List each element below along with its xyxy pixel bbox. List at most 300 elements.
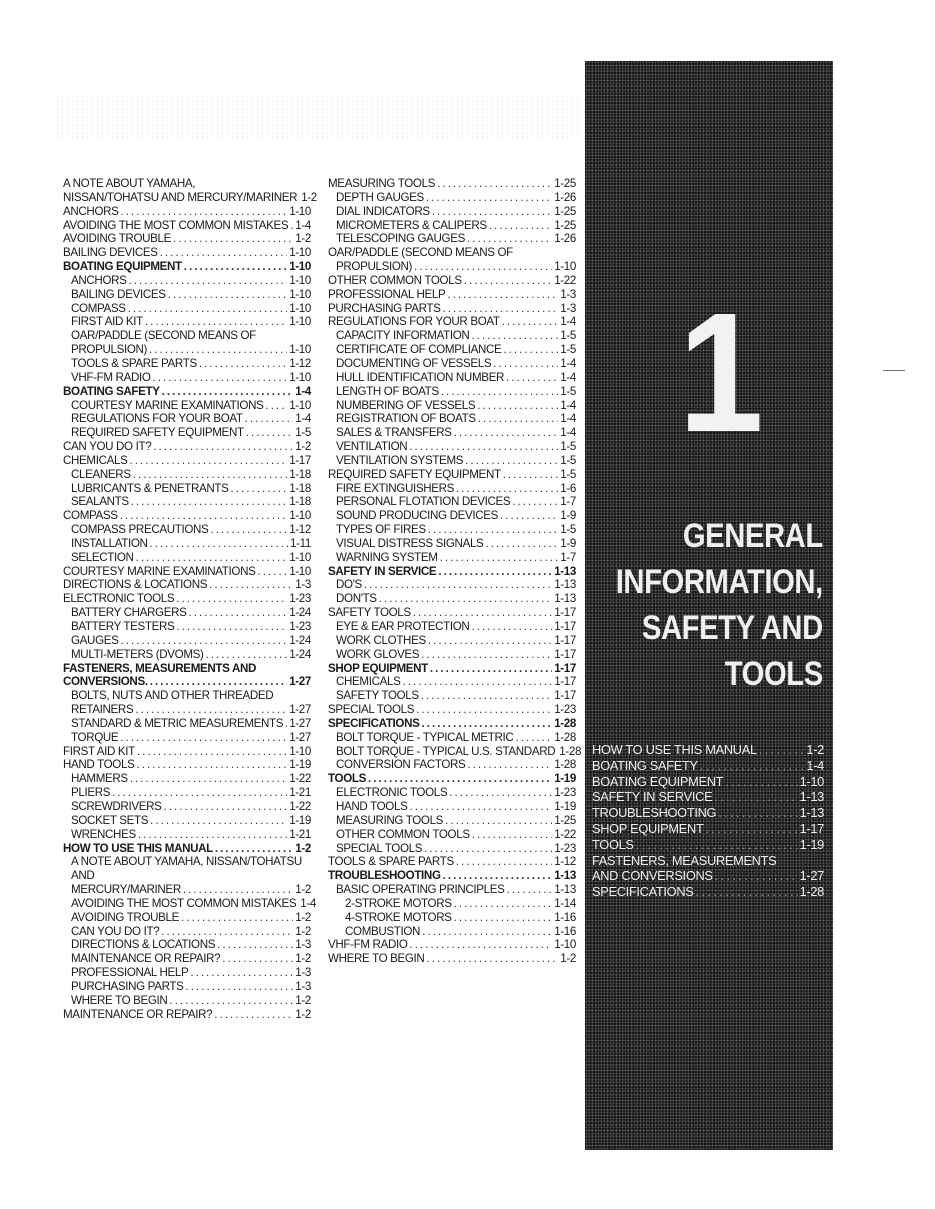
entry-label: PROFESSIONAL HELP [71,966,189,980]
index-entry[interactable] [328,454,576,468]
dot-leader [424,842,552,856]
index-entry[interactable] [328,897,576,911]
dot-leader [136,551,288,565]
index-entry[interactable] [592,853,824,869]
dot-leader [471,620,552,634]
entry-label: VENTILATION SYSTEMS [336,453,464,467]
chapter-title-line: GENERAL [683,517,823,555]
page-number: 1-28 [554,758,576,772]
dot-leader [421,648,552,662]
index-column-left [63,177,317,1021]
dot-leader [153,371,288,385]
index-entry[interactable] [63,606,311,620]
page-number: 1-27 [289,716,311,730]
index-entry[interactable] [63,426,311,440]
index-entry[interactable] [328,329,576,343]
index-entry[interactable] [328,634,576,648]
chapter-contents [592,742,824,900]
dot-leader [426,191,552,205]
page-number: 1-25 [554,813,576,827]
index-entry[interactable] [63,814,311,828]
index-entry[interactable] [328,731,576,745]
entry-label: SOUND PRODUCING DEVICES [336,509,499,523]
entry-label: CAPACITY INFORMATION [336,329,470,343]
index-entry[interactable] [63,440,311,454]
index-entry[interactable] [63,329,311,343]
entry-label: A NOTE ABOUT YAMAHA, NISSAN/TOHATSU [71,855,302,869]
dot-leader [759,742,805,758]
entry-label: NISSAN/TOHATSU AND MERCURY/MARINER [63,190,298,204]
index-entry[interactable] [63,246,311,260]
page-number: 1-23 [554,786,576,800]
entry-label: SHOP EQUIPMENT [328,661,428,675]
entry-label: DON'TS [336,592,377,606]
entry-label: SPECIFICATIONS [592,884,694,900]
index-entry[interactable] [328,786,576,800]
index-entry[interactable] [328,426,576,440]
page-number: 1-3 [560,301,576,315]
index-entry[interactable] [328,177,576,191]
dot-leader [176,592,287,606]
page-number: 1-5 [560,384,576,398]
index-entry[interactable] [63,343,311,357]
page-number: 1-23 [554,703,576,717]
page-number: 1-19 [799,836,824,852]
page-number: 1-2 [295,910,311,924]
index-entry[interactable] [63,219,311,233]
dot-leader [478,412,559,426]
entry-label: SELECTION [71,550,134,564]
index-entry[interactable] [328,842,576,856]
index-entry[interactable] [328,606,576,620]
dot-leader [168,288,288,302]
index-entry[interactable] [328,565,576,579]
dot-leader [129,274,288,288]
entry-label: SEALANTS [71,495,129,509]
index-entry[interactable] [328,800,576,814]
dot-leader [428,523,558,537]
entry-label: AVOIDING TROUBLE [71,910,179,924]
entry-label: NUMBERING OF VESSELS [336,398,476,412]
entry-label: LUBRICANTS & PENETRANTS [71,481,229,495]
page-number: 1-19 [289,813,311,827]
dot-leader [443,302,559,316]
page-number: 1-7 [560,495,576,509]
index-entry[interactable] [328,662,576,676]
page-number: 1-4 [806,757,824,773]
entry-label: REGULATIONS FOR YOUR BOAT [71,412,243,426]
dot-leader [447,288,558,302]
dot-leader [449,786,552,800]
index-entry[interactable] [328,814,576,828]
dot-leader [438,565,552,579]
index-entry[interactable] [63,385,311,399]
dot-leader [409,800,552,814]
chapter-title-line: SAFETY AND [642,609,823,647]
dot-leader [162,385,294,399]
index-entry[interactable] [63,509,311,523]
dot-leader [416,703,552,717]
page-number: 1-16 [554,910,576,924]
dot-leader [410,938,553,952]
dot-leader [715,868,798,884]
entry-label: OAR/PADDLE (SECOND MEANS OF [71,329,256,343]
index-entry[interactable] [328,578,576,592]
index-entry[interactable] [592,837,824,853]
index-entry[interactable] [63,966,311,980]
entry-label: COURTESY MARINE EXAMINATIONS [71,398,264,412]
dot-leader [150,814,287,828]
entry-label: TROUBLESHOOTING [592,805,717,821]
entry-label: VISUAL DISTRESS SIGNALS [336,536,484,550]
entry-label: BATTERY CHARGERS [71,606,187,620]
dot-leader [189,606,288,620]
page-number: 1-17 [799,820,824,836]
dot-leader [121,205,288,219]
entry-label: CONVERSIONS. [63,675,148,689]
index-entry[interactable] [63,689,311,703]
dot-leader [507,883,553,897]
index-entry[interactable] [63,177,311,191]
entry-label: DIRECTIONS & LOCATIONS [63,578,208,592]
entry-label: PLIERS [71,786,111,800]
index-entry[interactable] [63,634,311,648]
index-entry[interactable] [63,205,311,219]
page-number: 1-2 [295,1007,311,1021]
index-entry[interactable] [63,662,311,676]
dot-leader [164,800,288,814]
index-entry[interactable] [328,274,576,288]
index-entry[interactable] [328,219,576,233]
index-entry[interactable] [63,232,311,246]
page-number: 1-22 [554,827,576,841]
index-entry[interactable] [63,592,311,606]
index-entry[interactable] [328,911,576,925]
page-number: 1-4 [295,384,311,398]
index-entry[interactable] [63,896,317,911]
page-number: 1-23 [289,620,311,633]
index-entry[interactable] [328,592,576,606]
index-entry[interactable] [63,911,311,925]
index-entry[interactable] [63,468,311,482]
entry-label: MAINTENANCE OR REPAIR? [71,952,221,966]
index-entry[interactable] [328,357,576,371]
dot-leader [128,302,288,316]
entry-label: OAR/PADDLE (SECOND MEANS OF [328,246,513,260]
page-number: 1-17 [289,453,311,467]
page-number: 1-10 [289,370,311,384]
page-number: 1-17 [554,675,576,689]
page-number: 1-2 [295,232,311,246]
index-entry[interactable] [63,800,311,814]
page-number: 1-21 [289,786,311,800]
index-entry[interactable] [63,842,311,856]
index-entry[interactable] [63,883,311,897]
index-entry[interactable] [592,758,824,774]
dot-leader [181,911,293,925]
dot-leader [206,648,288,662]
index-entry[interactable] [328,744,582,759]
index-entry[interactable] [328,869,576,883]
entry-label: ANCHORS [63,204,119,218]
index-entry[interactable] [63,869,311,883]
entry-label: MICROMETERS & CALIPERS [336,218,487,232]
index-entry[interactable] [63,703,311,717]
page-number: 1-19 [554,799,576,813]
dot-leader [222,952,293,966]
page-number: 1-3 [295,938,311,952]
index-entry[interactable] [328,523,576,537]
index-entry[interactable] [328,717,576,731]
dot-leader [705,821,797,837]
index-entry[interactable] [63,745,311,759]
index-entry[interactable] [328,675,576,689]
page-number: 1-5 [295,426,311,440]
index-entry[interactable] [328,495,576,509]
index-entry[interactable] [328,232,576,246]
index-entry[interactable] [328,343,576,357]
index-entry[interactable] [63,980,311,994]
index-entry[interactable] [63,952,311,966]
index-entry[interactable] [63,523,311,537]
page-number: 1-3 [295,979,311,993]
entry-label: BAILING DEVICES [71,287,166,301]
index-entry[interactable] [328,703,576,717]
index-entry[interactable] [63,620,311,634]
entry-label: SPECIFICATIONS [328,716,420,730]
entry-label: A NOTE ABOUT YAMAHA, [63,177,196,190]
entry-label: PERSONAL FLOTATION DEVICES [336,495,511,509]
page-number: 1-13 [799,805,824,821]
index-entry[interactable] [63,938,311,952]
index-entry[interactable] [328,302,576,316]
entry-label: TELESCOPING GAUGES [336,232,465,246]
index-entry[interactable] [63,551,311,565]
dot-leader [477,399,558,413]
index-entry[interactable] [592,774,824,790]
index-entry[interactable] [328,925,576,939]
index-entry[interactable] [328,288,576,302]
index-entry[interactable] [328,938,576,952]
index-entry[interactable] [328,315,576,329]
dot-leader [515,731,552,745]
page-number: 1-10 [289,564,311,578]
index-entry[interactable] [328,620,576,634]
index-entry[interactable] [592,884,824,900]
index-entry[interactable] [63,454,311,468]
entry-label: TYPES OF FIRES [336,523,426,537]
index-entry[interactable] [63,648,311,662]
page-number: 1-3 [295,966,311,980]
dot-leader [512,495,558,509]
index-entry[interactable] [328,648,576,662]
entry-label: TOOLS & SPARE PARTS [71,356,197,370]
index-entry[interactable] [63,260,311,274]
entry-label: BOATING EQUIPMENT [63,260,182,274]
dot-leader [209,578,293,592]
index-entry[interactable] [328,371,576,385]
page-number: 1-28 [559,744,582,758]
index-entry[interactable] [328,952,576,966]
page-number: 1-10 [289,744,311,758]
entry-label: BOLT TORQUE - TYPICAL U.S. STANDARD [336,744,556,758]
index-entry[interactable] [328,551,576,565]
entry-label: TOOLS [328,772,366,786]
index-entry[interactable] [63,717,311,731]
index-entry[interactable] [328,399,576,413]
page-number: 1-27 [289,703,311,717]
index-entry[interactable] [328,537,576,551]
index-entry[interactable] [328,689,576,703]
entry-label: OTHER COMMON TOOLS [328,273,462,287]
page-number: 1-28 [554,730,576,744]
page-number: 1-13 [554,883,576,897]
index-entry[interactable] [63,1008,311,1022]
scan-noise-header [55,95,580,140]
entry-label: ELECTRONIC TOOLS [336,786,448,800]
page-number: 1-22 [289,799,311,813]
index-entry[interactable] [63,371,311,385]
index-entry[interactable] [328,385,576,399]
index-column-middle [328,177,582,966]
entry-label: AND CONVERSIONS [592,868,713,884]
index-entry[interactable] [63,302,311,316]
index-entry[interactable] [328,412,576,426]
index-entry[interactable] [63,495,311,509]
dot-leader [503,343,558,357]
index-entry[interactable] [328,855,576,869]
index-entry[interactable] [63,482,311,496]
dot-leader [409,440,558,454]
index-entry[interactable] [328,828,576,842]
dot-leader [379,592,552,606]
dot-leader [183,883,293,897]
index-entry[interactable] [592,742,824,758]
dot-leader [454,426,559,440]
dot-leader [502,315,559,329]
dot-leader [456,482,558,496]
index-entry[interactable] [63,925,311,939]
page-number: 1-4 [560,412,576,426]
index-entry[interactable] [63,412,311,426]
entry-label: REQUIRED SAFETY EQUIPMENT [71,426,244,440]
index-entry[interactable] [328,509,576,523]
entry-label: WORK GLOVES [336,647,420,661]
index-entry[interactable] [63,315,311,329]
index-entry[interactable] [63,399,311,413]
page-number: 1-18 [289,467,311,481]
dot-leader [718,805,797,821]
dot-leader [231,482,288,496]
index-entry[interactable] [63,786,311,800]
index-entry[interactable] [328,191,576,205]
dot-leader [290,219,293,233]
dot-leader [285,717,287,731]
entry-label: WARNING SYSTEM [336,550,438,564]
page-number: 1-10 [289,246,311,260]
index-entry[interactable] [328,440,576,454]
index-entry[interactable] [63,772,311,786]
entry-label: COMBUSTION [345,924,421,938]
dot-leader [503,468,559,482]
index-entry[interactable] [328,772,576,786]
index-entry[interactable] [63,994,311,1008]
index-entry[interactable] [63,537,311,551]
index-entry[interactable] [328,205,576,219]
page-number: 1-5 [560,453,576,467]
dot-leader [700,758,805,774]
entry-label: HOW TO USE THIS MANUAL [63,841,213,855]
entry-label: TORQUE [71,730,119,744]
entry-label: STANDARD & METRIC MEASUREMENTS [71,716,284,730]
index-entry[interactable] [328,758,576,772]
index-entry[interactable] [63,274,311,288]
index-entry[interactable] [328,260,576,274]
index-entry[interactable] [592,805,824,821]
index-entry[interactable] [592,868,824,884]
entry-label: CAN YOU DO IT? [63,440,152,454]
entry-label: BOATING SAFETY [592,757,698,773]
entry-label: DOCUMENTING OF VESSELS [336,356,492,370]
page-number: 1-24 [289,633,311,647]
dot-leader [137,745,287,759]
page-number: 1-13 [554,564,576,578]
index-entry[interactable] [63,565,311,579]
index-entry[interactable] [328,246,576,260]
dot-leader [489,219,552,233]
page-number: 1-13 [554,578,576,592]
index-entry[interactable] [63,855,311,869]
page-number: 1-4 [295,412,311,426]
index-entry[interactable] [328,482,576,496]
index-entry[interactable] [592,821,824,837]
entry-label: TROUBLESHOOTING [328,869,441,883]
index-entry[interactable] [328,883,576,897]
index-entry[interactable] [63,357,311,371]
dot-leader [506,371,558,385]
index-entry[interactable] [63,288,311,302]
entry-label: VENTILATION [336,440,408,454]
dot-leader [120,509,288,523]
page-number: 1-4 [295,218,311,232]
entry-label: ELECTRONIC TOOLS [63,592,175,606]
page-number: 1-10 [554,938,576,952]
index-entry[interactable] [63,578,311,592]
page-number: 1-10 [289,287,311,301]
index-entry[interactable] [63,190,317,205]
index-entry[interactable] [328,468,576,482]
page-number: 1-6 [560,481,576,495]
index-entry[interactable] [63,828,311,842]
dot-leader [467,758,552,772]
entry-label: MEASURING TOOLS [328,177,436,190]
dot-leader [714,789,797,805]
page-number: 1-12 [289,523,311,537]
entry-label: CERTIFICATE OF COMPLIANCE [336,343,502,357]
entry-label: ANCHORS [71,273,127,287]
index-entry[interactable] [63,675,311,689]
dot-leader [149,343,287,357]
entry-label: BOATING SAFETY [63,384,160,398]
index-entry[interactable] [63,758,311,772]
index-entry[interactable] [592,789,824,805]
page-number: 1-5 [560,467,576,481]
index-entry[interactable] [63,731,311,745]
page-number: 1-10 [289,301,311,315]
entry-label: WRENCHES [71,827,136,841]
page-number: 1-24 [289,647,311,661]
dot-leader [443,869,553,883]
